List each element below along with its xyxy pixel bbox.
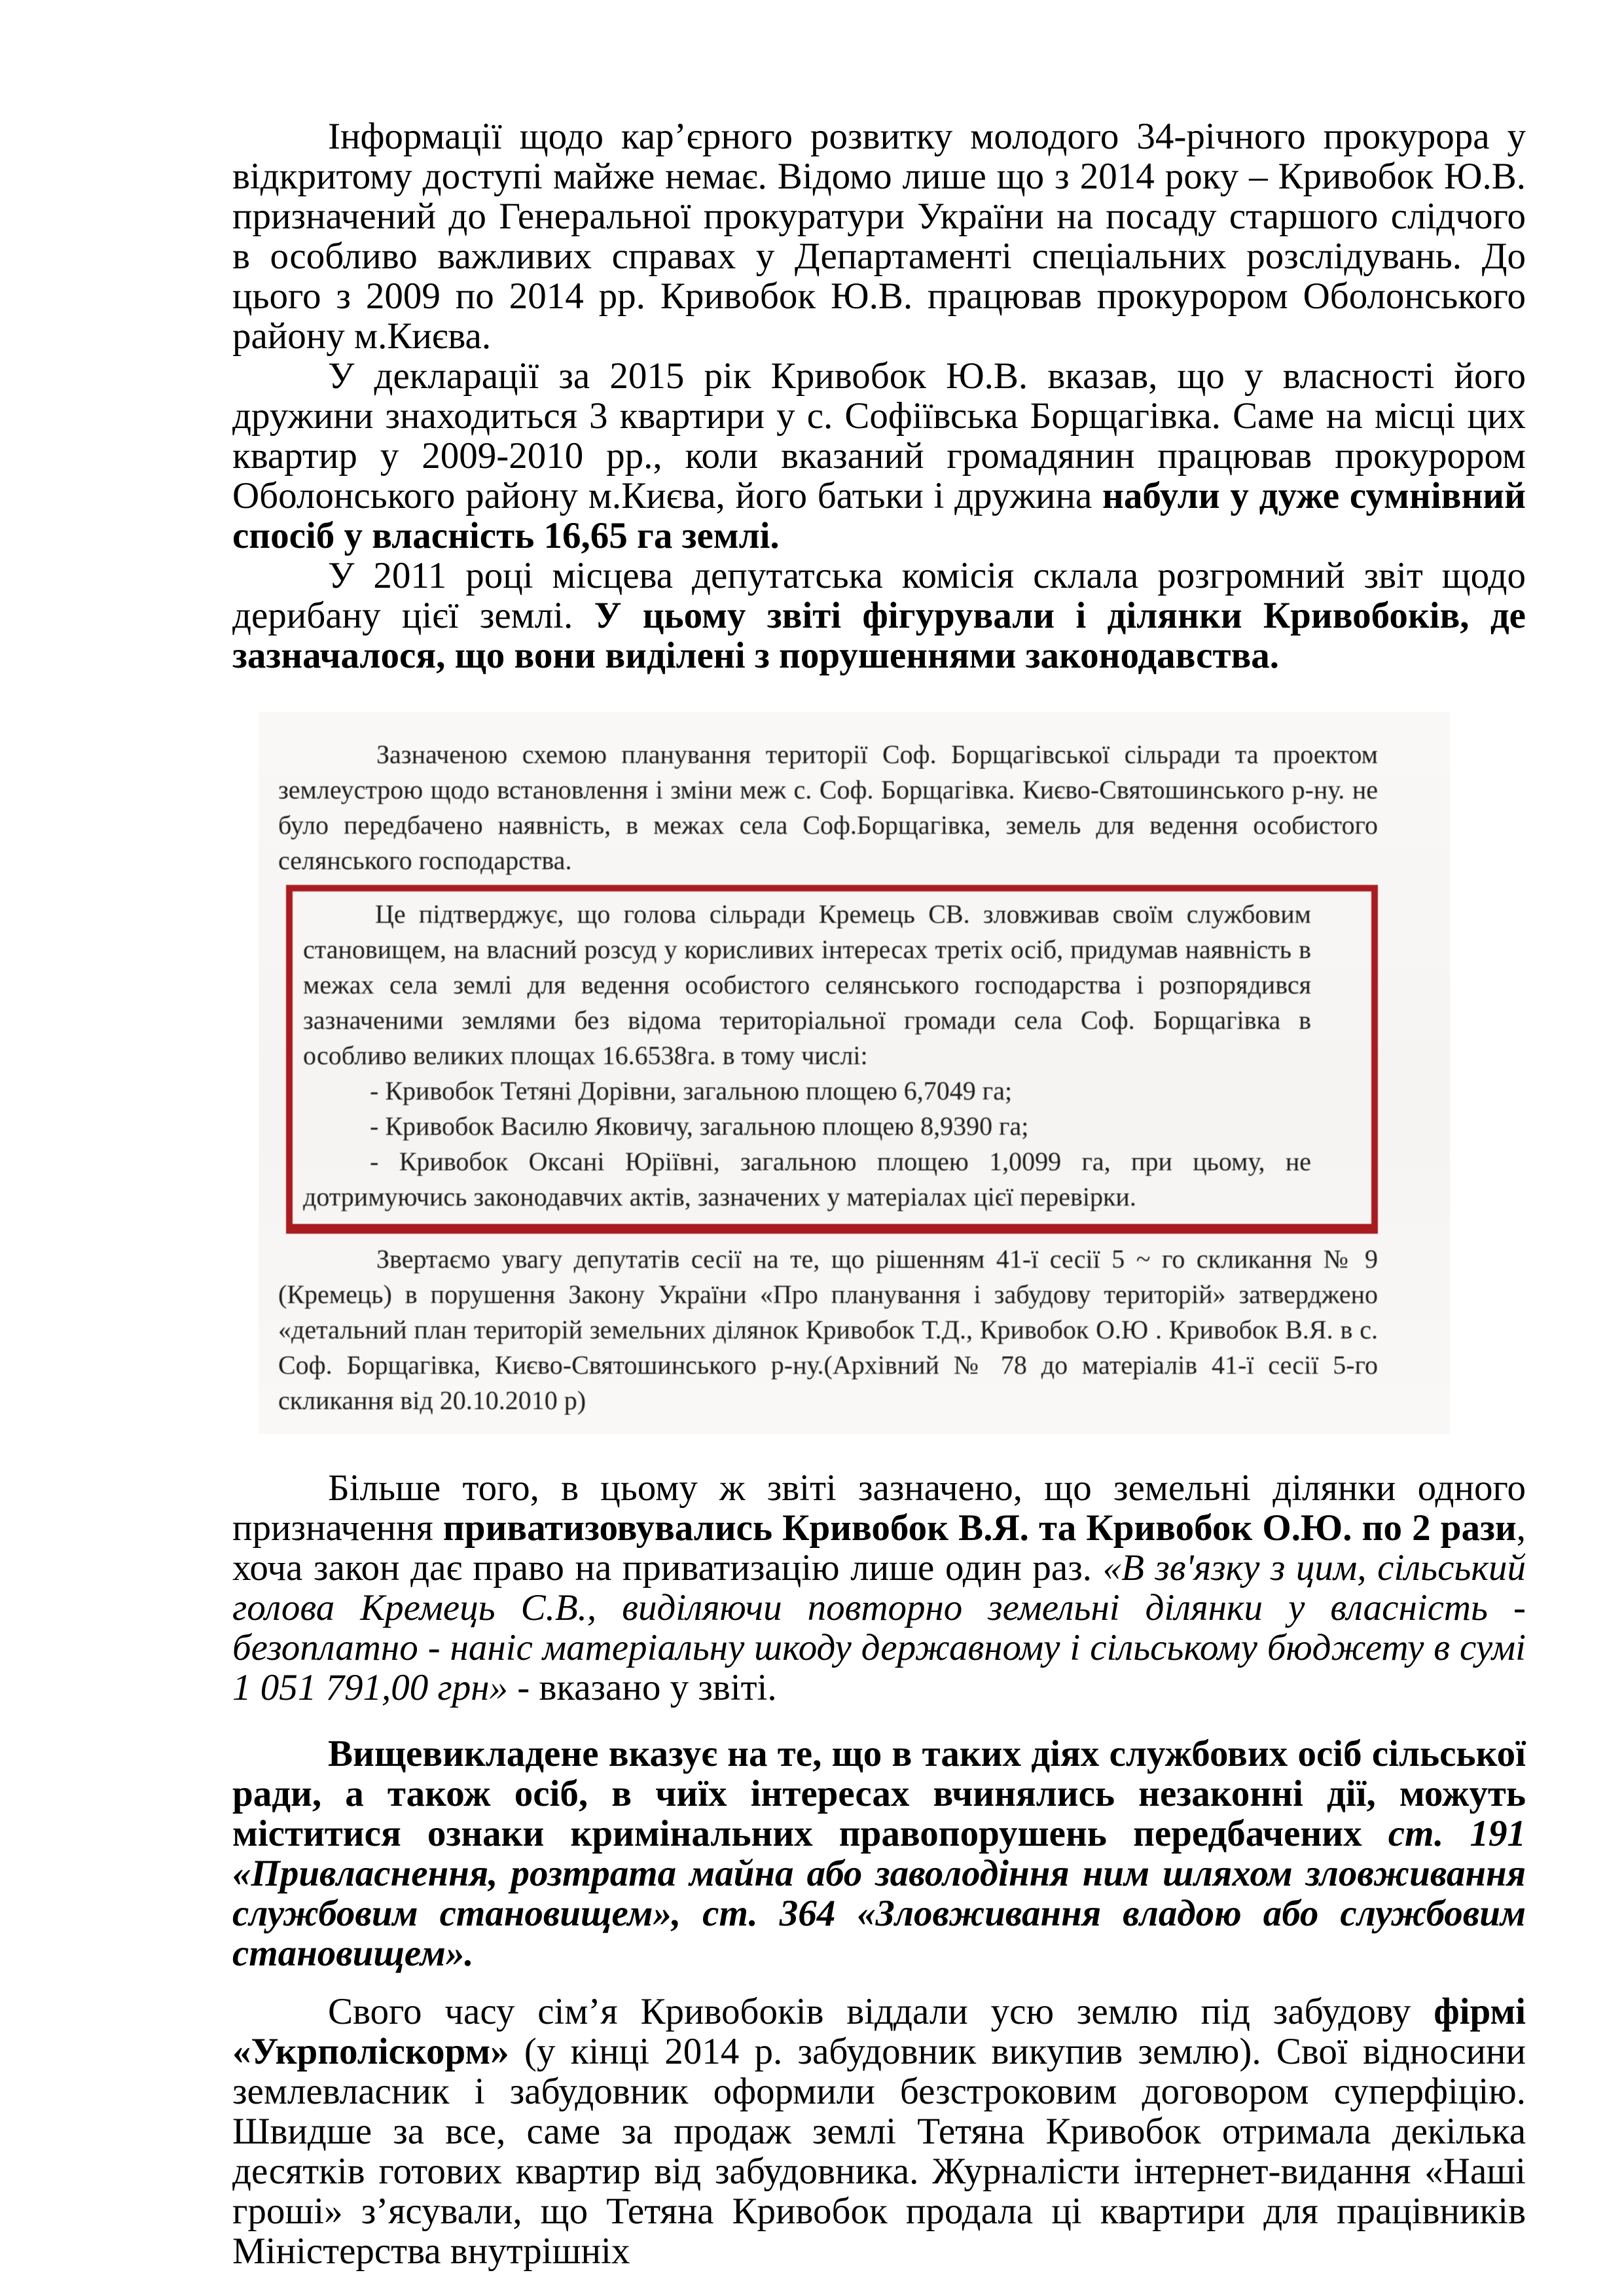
text-run: Інформації щодо кар’єрного розвитку молодого 34-річного прокурора у відкритому доступі майже немає. Відомо лише що з 2014 року – Кривобок Ю.В. призначений до Генеральної прокуратури України на посаду старшого слідчого в особливо важливих справах у Департаменті спеціальних розслідувань. До цього з 2009 по 2014 рр. Кривобок Ю.В. працював прокурором Оболонського району м.Києва.: [232, 116, 1526, 357]
paragraph-intro-career: [232, 117, 1526, 356]
document-page: [232, 117, 1526, 2271]
scan-paragraph-confirmation: [303, 897, 1311, 1073]
scan-list-item-parcel: - Кривобок Василю Яковичу, загальною площею 8,9390 га;: [370, 1111, 1029, 1141]
text-run: - вказано у звіті.: [508, 1667, 777, 1708]
text-run-bold-italic: ст. 191 «Привласнення, розтрата майна або заволодіння ним шляхом зловживання службовим становищем», ст. 364 «Зловживання владою або службовим становищем».: [232, 1813, 1526, 1974]
paragraph-privatization-twice: [232, 1468, 1526, 1708]
text-run: Звертаємо увагу депутатів сесії на те, що рішенням 41-ї сесії 5 ~ го скликання № 9 (Кремець) в порушення Закону України «Про планування і забудову територій» затверджено «детальний план територій земельних ділянок Кривобок Т.Д., Кривобок О.Ю . Кривобок В.Я. в с. Соф. Борщагівка, Києво-Святошинського р-ну.(Архівний № 78 до матеріалів 41-ї сесії 5-го скликання від 20.10.2010 р): [278, 1244, 1378, 1415]
text-run: Більше того, в цьому ж звіті зазначено, що земельні ділянки одного призначення: [232, 1467, 1526, 1549]
text-run-bold: У цьому звіті фігурували і ділянки Кривобоків, де зазначалося, що вони виділені з порушеннями законодавства.: [232, 595, 1526, 676]
embedded-report-scan-image: [259, 712, 1450, 1434]
scan-list-item-parcel: - Кривобок Оксані Юріївні, загальною площею 1,0099 га, при цьому, не дотримуючись законодавчих актів, зазначених у матеріалах цієї перевірки.: [303, 1147, 1311, 1211]
text-run-bold: приватизовувались Кривобок В.Я. та Кривобок О.Ю. по 2 рази: [442, 1507, 1517, 1549]
text-run-bold: набули у дуже сумнівний спосіб у власність 16,65 га землі.: [232, 475, 1526, 556]
scan-paragraph-session-decision: [278, 1242, 1378, 1418]
scan-paragraph-planning: [278, 737, 1378, 878]
text-run: Зазначеною схемою планування території Соф. Борщагівської сільради та проектом землеустрою щодо встановлення і зміни меж с. Соф. Борщагівка. Києво-Святошинського р-ну. не було передбачено наявність, в межах села Соф.Борщагівка, земель для ведення особистого селянського господарства.: [278, 740, 1378, 875]
scan-list-item-parcel: - Кривобок Тетяні Дорівни, загальною площею 6,7049 га;: [370, 1076, 1013, 1105]
text-run: У декларації за 2015 рік Кривобок Ю.В. вказав, що у власності його дружини знаходиться 3 квартири у с. Софіївська Борщагівка. Саме на місці цих квартир у 2009-2010 рр., коли вказаний громадянин працював прокурором Оболонського району м.Києва, його батьки і дружина: [232, 355, 1526, 516]
text-run-bold: фірмі «Укрполіскорм»: [232, 1991, 1526, 2072]
text-run: , хоча закон дає право на приватизацію лише один раз.: [232, 1507, 1526, 1588]
text-run: Свого часу сім’я Кривобоків віддали усю землю під забудову: [328, 1991, 1434, 2032]
paragraph-declaration-2015: [232, 356, 1526, 556]
scan-text-block: [278, 737, 1378, 1418]
paragraph-ukrpoliskorm: [232, 1992, 1526, 2271]
text-run: У 2011 році місцева депутатська комісія склала розгромний звіт щодо дерибану цієї землі.: [232, 555, 1526, 636]
text-run: (у кінці 2014 р. забудовник викупив землю). Свої відносини землевласник і забудовник оформили безстроковим договором суперфіцію. Швидше за все, саме за продаж землі Тетяна Кривобок отримала декілька десятків готових квартир від забудовника. Журналісти інтернет-видання «Наші гроші» з’ясували, що Тетяна Кривобок продала ці квартири для працівників Міністерства внутрішніх: [232, 2031, 1526, 2272]
paragraph-commission-2011: [232, 556, 1526, 675]
paragraph-criminal-qualification: [232, 1734, 1526, 1973]
highlight-red-box: [286, 885, 1378, 1234]
text-run-bold: Вищевикладене вказує на те, що в таких діях службових осіб сільської ради, а також осіб, в чиїх інтересах вчинялись незаконні дії, можуть міститися ознаки кримінальних правопорушень передбачених: [232, 1733, 1526, 1854]
text-run-italic: «В зв'язку з цим, сільський голова Кремець С.В., виділяючи повторно земельні ділянки у власність - безоплатно - наніс матеріальну шкоду державному і сільському бюджету в сумі 1 051 791,00 грн»: [232, 1547, 1526, 1708]
text-run: Це підтверджує, що голова сільради Кремець СВ. зловживав своїм службовим становищем, на власний розсуд у корисливих інтересах третіх осіб, придумав наявність в межах села землі для ведення особистого селянського господарства і розпорядився зазначеними землями без відома територіальної громади села Соф. Борщагівка в особливо великих площах 16.6538га. в тому числі:: [303, 899, 1311, 1070]
